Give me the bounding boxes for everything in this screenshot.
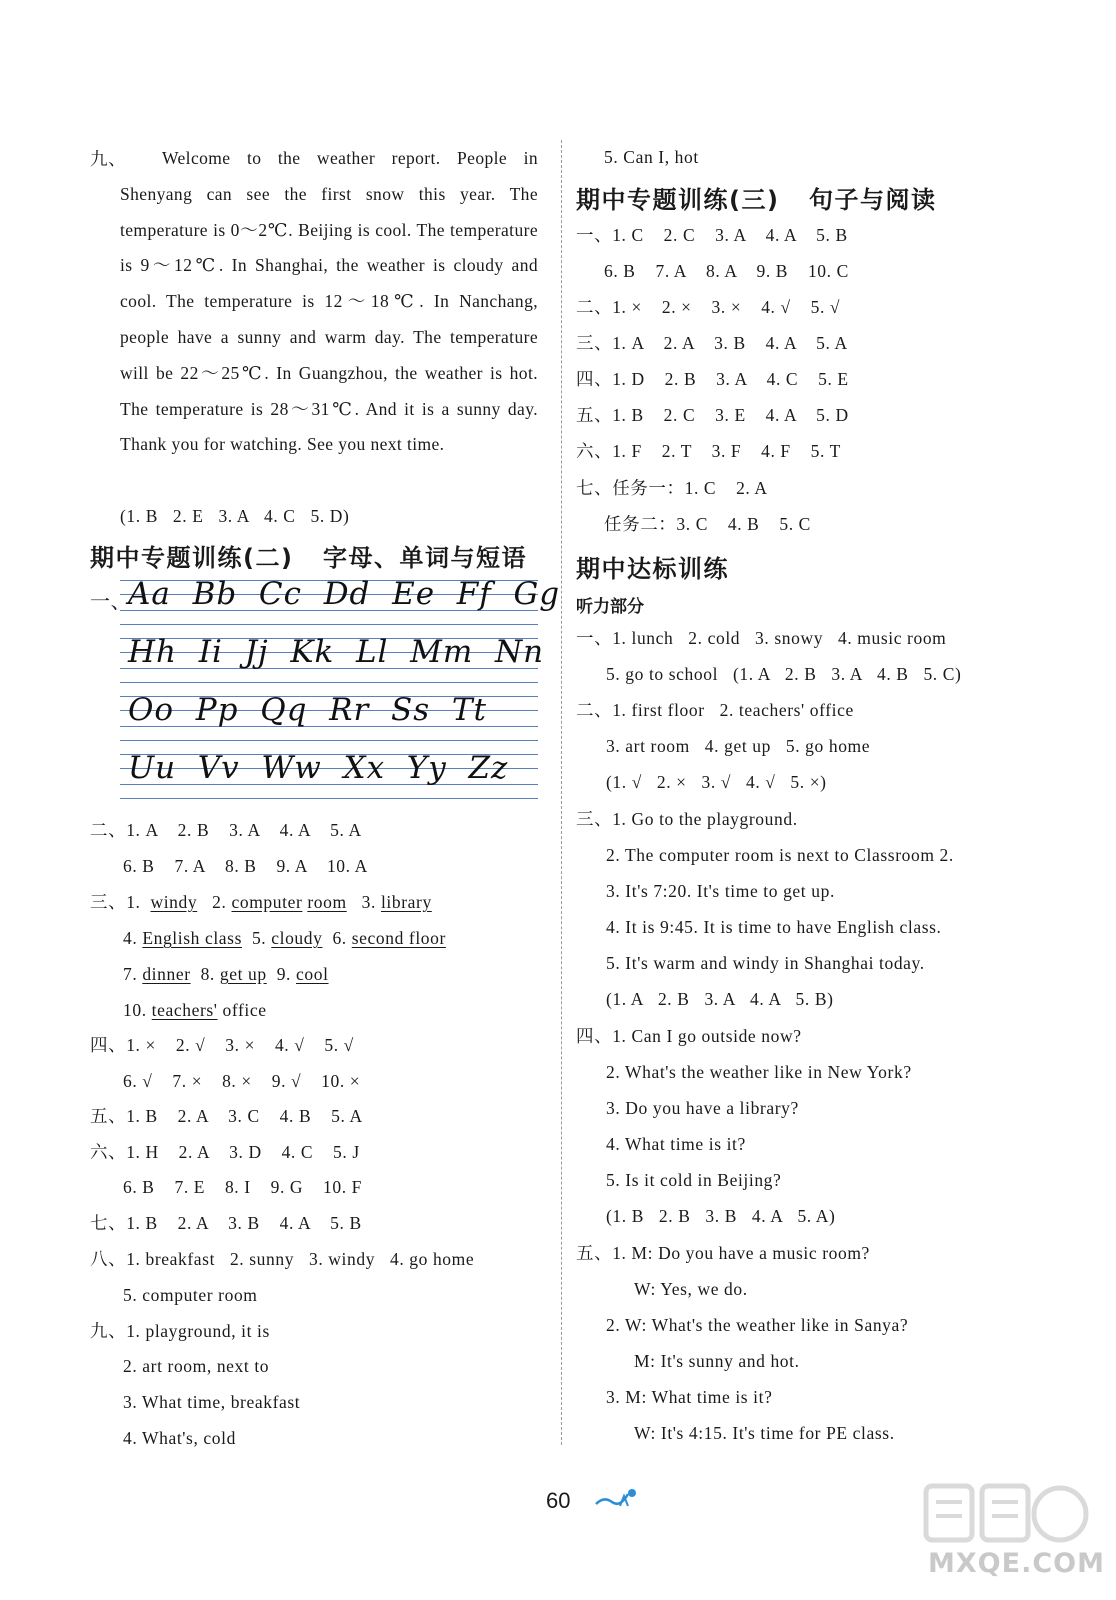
page-number: 60 — [546, 1488, 571, 1513]
answers-9-row-2: 2. art room, next to — [123, 1356, 270, 1376]
r-answers-2: 二、1. × 2. × 3. × 4. √ 5. √ — [576, 297, 841, 317]
t-answers-1-row-1: 一、1. lunch 2. cold 3. snowy 4. music room — [576, 628, 947, 648]
t-answers-5-row-6: W: It's 4:15. It's time for PE class. — [634, 1423, 895, 1443]
answer-9-5: 5. Can I, hot — [604, 147, 699, 167]
answers-8-row-1: 八、1. breakfast 2. sunny 3. windy 4. go home — [90, 1249, 475, 1269]
answers-9-row-4: 4. What's, cold — [123, 1428, 236, 1448]
listening-section-label: 听力部分 — [576, 597, 644, 617]
answers-6-row-1: 六、1. H 2. A 3. D 4. C 5. J — [90, 1142, 360, 1162]
section-9-answers: (1. B 2. E 3. A 4. C 5. D) — [120, 506, 350, 526]
r-answers-4: 四、1. D 2. B 3. A 4. C 5. E — [576, 369, 849, 389]
t-answers-2-row-1: 二、1. first floor 2. teachers' office — [576, 700, 854, 720]
t-answers-3-row-4: 4. It is 9:45. It is time to have English class. — [606, 917, 942, 937]
t-answers-5-row-1: 五、1. M: Do you have a music room? — [576, 1243, 870, 1263]
t-answers-4-row-1: 四、1. Can I go outside now? — [576, 1026, 802, 1046]
heading-midterm-2: 期中专题训练(二) 字母、单词与短语 — [90, 544, 528, 572]
answers-7: 七、1. B 2. A 3. B 4. A 5. B — [90, 1213, 362, 1233]
answers-2-row-1: 二、1. A 2. B 3. A 4. A 5. A — [90, 820, 362, 840]
letter-row-4: Uu Vv Ww Xx Yy Zz — [128, 750, 509, 786]
t-answers-3-row-5: 5. It's warm and windy in Shanghai today. — [606, 953, 925, 973]
letter-writing-row-3 — [120, 692, 538, 742]
r-answers-1-row-2: 6. B 7. A 8. A 9. B 10. C — [604, 261, 849, 281]
t-answers-4-row-4: 4. What time is it? — [606, 1134, 746, 1154]
letter-writing-row-1 — [120, 576, 561, 626]
weather-report-passage: Welcome to the weather report. People in Shenyang can see the first snow this year. The temperature is 0～2℃. Beijing is cool. The temperature is 9～12℃. In Shanghai, the weather is cloudy and cool. The temperature is 12～18℃. In Nanchang, people have a sunny and warm day. The temperature will be 22～25℃. In Guangzhou, the weather is hot. The temperature is 28～31℃. And it is a sunny day. Thank you for watching. See you next time. — [120, 148, 538, 455]
r-answers-7-task-1: 七、任务一：1. C 2. A — [576, 478, 768, 498]
column-divider — [561, 140, 562, 1445]
answers-3-row-3: 7. dinner 8. get up 9. cool — [123, 964, 329, 984]
letter-writing-row-4 — [120, 750, 538, 800]
answers-2-row-2: 6. B 7. A 8. B 9. A 10. A — [123, 856, 368, 876]
t-answers-5-row-4: M: It's sunny and hot. — [634, 1351, 800, 1371]
answers-3-row-1: 三、1. windy 2. computer room 3. library — [90, 892, 432, 912]
r-answers-5: 五、1. B 2. C 3. E 4. A 5. D — [576, 405, 849, 425]
t-answers-5-row-3: 2. W: What's the weather like in Sanya? — [606, 1315, 909, 1335]
t-answers-4-row-2: 2. What's the weather like in New York? — [606, 1062, 912, 1082]
letters-label: 一、 — [90, 591, 132, 613]
heading-midterm-3: 期中专题训练(三) 句子与阅读 — [576, 186, 937, 214]
t-answers-3-row-3: 3. It's 7:20. It's time to get up. — [606, 881, 835, 901]
t-answers-3-row-2: 2. The computer room is next to Classroom 2. — [606, 845, 954, 865]
t-answers-2-row-3: (1. √ 2. × 3. √ 4. √ 5. ×) — [606, 772, 827, 792]
t-answers-4-row-5: 5. Is it cold in Beijing? — [606, 1170, 782, 1190]
t-answers-4-row-3: 3. Do you have a library? — [606, 1098, 799, 1118]
heading-midterm-test: 期中达标训练 — [576, 555, 729, 583]
t-answers-4-row-6: (1. B 2. B 3. B 4. A 5. A) — [606, 1206, 836, 1226]
letter-row-2: Hh Ii Jj Kk Ll Mm Nn — [128, 634, 545, 670]
t-answers-5-row-5: 3. M: What time is it? — [606, 1387, 773, 1407]
answers-9-row-1: 九、1. playground, it is — [90, 1321, 270, 1341]
t-answers-2-row-2: 3. art room 4. get up 5. go home — [606, 736, 871, 756]
answers-5: 五、1. B 2. A 3. C 4. B 5. A — [90, 1106, 363, 1126]
answers-4-row-1: 四、1. × 2. √ 3. × 4. √ 5. √ — [90, 1035, 354, 1055]
t-answers-3-row-1: 三、1. Go to the playground. — [576, 809, 798, 829]
answers-4-row-2: 6. √ 7. × 8. × 9. √ 10. × — [123, 1071, 361, 1091]
r-answers-1-row-1: 一、1. C 2. C 3. A 4. A 5. B — [576, 225, 848, 245]
r-answers-7-task-2: 任务二：3. C 4. B 5. C — [604, 514, 811, 534]
letter-row-3: Oo Pp Qq Rr Ss Tt — [128, 692, 488, 728]
answers-3-row-2: 4. English class 5. cloudy 6. second floor — [123, 928, 446, 948]
t-answers-5-row-2: W: Yes, we do. — [634, 1279, 748, 1299]
t-answers-1-row-2: 5. go to school (1. A 2. B 3. A 4. B 5. C) — [606, 664, 962, 684]
t-answers-3-row-6: (1. A 2. B 3. A 4. A 5. B) — [606, 989, 834, 1009]
answers-8-row-2: 5. computer room — [123, 1285, 258, 1305]
watermark-text: MXQE.COM — [928, 1548, 1105, 1579]
section-9-label: 九、 — [90, 149, 127, 169]
r-answers-6: 六、1. F 2. T 3. F 4. F 5. T — [576, 441, 841, 461]
r-answers-3: 三、1. A 2. A 3. B 4. A 5. A — [576, 333, 848, 353]
answers-9-row-3: 3. What time, breakfast — [123, 1392, 301, 1412]
letter-writing-row-2 — [120, 634, 545, 684]
answers-3-row-4: 10. teachers' office — [123, 1000, 267, 1020]
answers-6-row-2: 6. B 7. E 8. I 9. G 10. F — [123, 1177, 363, 1197]
decorative-swirl-icon — [594, 1484, 640, 1514]
letter-row-1: Aa Bb Cc Dd Ee Ff Gg — [128, 576, 561, 612]
